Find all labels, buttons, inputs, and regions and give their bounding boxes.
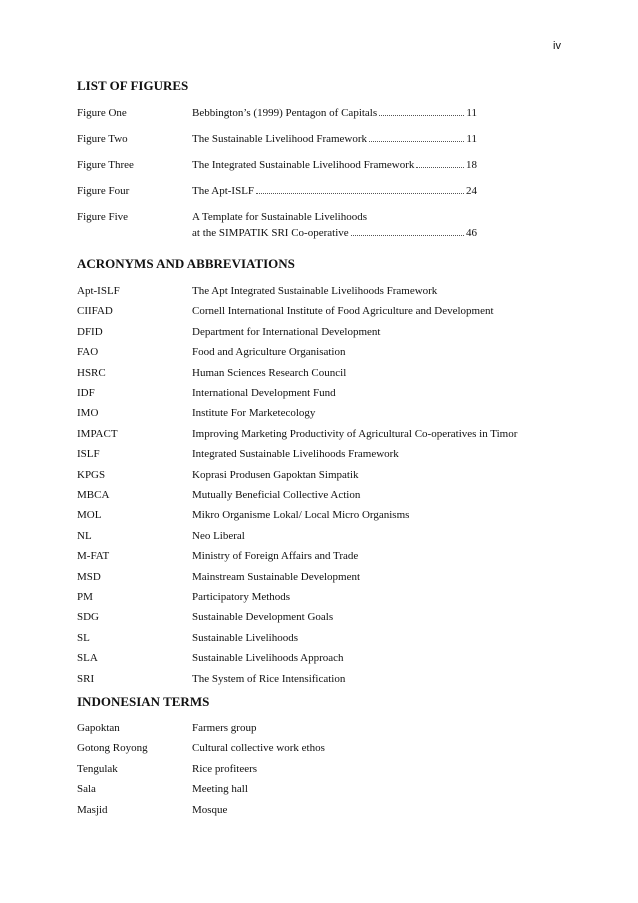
term: IMO [77, 407, 99, 420]
figure-toc-line [192, 106, 477, 120]
term: Gotong Royong [77, 742, 148, 755]
figure-title: Bebbington’s (1999) Pentagon of Capitals [192, 107, 378, 119]
dot-leader [416, 167, 464, 168]
figure-title-line1: A Template for Sustainable Livelihoods [192, 211, 367, 223]
figure-page: 11 [466, 107, 477, 119]
term: IDF [77, 387, 95, 399]
term: M-FAT [77, 550, 110, 563]
term-meaning: Koprasi Produsen Gapoktan Simpatik [192, 468, 359, 481]
term-meaning: Integrated Sustainable Livelihoods Framework [192, 448, 399, 461]
term: PM [77, 591, 93, 603]
term-meaning: The System of Rice Intensification [192, 672, 346, 685]
acronyms-heading: ACRONYMS AND ABBREVIATIONS [77, 256, 295, 271]
term: SLA [77, 652, 98, 665]
term-meaning: Human Sciences Research Council [192, 366, 347, 379]
term-meaning: Ministry of Foreign Affairs and Trade [192, 550, 359, 563]
term-meaning: Food and Agriculture Organisation [192, 346, 346, 359]
figure-toc-line [192, 132, 477, 146]
term: Gapoktan [77, 722, 120, 734]
term-meaning: Sustainable Development Goals [192, 611, 334, 624]
term-meaning: Institute For Marketecology [192, 407, 316, 420]
figure-toc-line [192, 226, 477, 240]
term: SRI [77, 672, 95, 685]
page-number: iv [553, 40, 561, 52]
dot-leader [351, 235, 464, 236]
term-meaning: Mosque [192, 803, 228, 816]
term-meaning: Cornell International Institute of Food Agriculture and Development [192, 305, 494, 318]
figure-title: The Integrated Sustainable Livelihood Framework [192, 159, 415, 171]
dot-leader [256, 193, 464, 194]
figure-page: 11 [466, 133, 477, 145]
term: ISLF [77, 448, 100, 461]
term: MBCA [77, 489, 110, 501]
term-meaning: Farmers group [192, 722, 257, 734]
figure-toc-line [192, 158, 477, 172]
term-meaning: The Apt Integrated Sustainable Livelihoods Framework [192, 285, 438, 297]
indonesian-heading: INDONESIAN TERMS [77, 694, 210, 709]
figure-title: The Apt-ISLF [192, 185, 255, 197]
term-meaning: Rice profiteers [192, 762, 258, 775]
dot-leader [369, 141, 464, 142]
term: Apt-ISLF [77, 285, 120, 297]
term: DFID [77, 325, 103, 338]
term-meaning: Mainstream Sustainable Development [192, 570, 361, 583]
term: KPGS [77, 468, 106, 481]
term: HSRC [77, 366, 106, 379]
figure-label: Figure Four [77, 185, 130, 197]
term-meaning: Meeting hall [192, 783, 248, 796]
term-meaning: Sustainable Livelihoods Approach [192, 652, 344, 665]
term-meaning: Participatory Methods [192, 591, 291, 603]
term: CIIFAD [77, 305, 113, 318]
figure-toc-line [192, 184, 477, 198]
figure-title: The Sustainable Livelihood Framework [192, 133, 368, 145]
term: MSD [77, 570, 101, 583]
term: Tengulak [77, 762, 118, 775]
term: Sala [77, 783, 96, 796]
term-meaning: Neo Liberal [192, 529, 245, 542]
term-meaning: Mikro Organisme Lokal/ Local Micro Organisms [192, 509, 410, 522]
figure-label: Figure Five [77, 211, 129, 223]
term: NL [77, 529, 92, 542]
figure-label: Figure One [77, 107, 127, 119]
term: IMPACT [77, 427, 118, 440]
dot-leader [379, 115, 464, 116]
term-meaning: Improving Marketing Productivity of Agricultural Co-operatives in Timor [192, 427, 518, 440]
term: FAO [77, 346, 99, 359]
term: SDG [77, 611, 100, 624]
figure-label: Figure Three [77, 159, 134, 171]
term: MOL [77, 509, 102, 522]
term: SL [77, 631, 90, 644]
figure-page: 24 [466, 185, 477, 197]
figure-label: Figure Two [77, 133, 128, 145]
figures-heading: LIST OF FIGURES [77, 78, 189, 93]
term: Masjid [77, 803, 108, 816]
term-meaning: Department for International Development [192, 325, 381, 338]
term-meaning: Mutually Beneficial Collective Action [192, 489, 361, 501]
figure-title: at the SIMPATIK SRI Co-operative [192, 227, 349, 239]
figure-page: 18 [466, 159, 477, 171]
term-meaning: Sustainable Livelihoods [192, 631, 299, 644]
term-meaning: Cultural collective work ethos [192, 742, 325, 755]
figure-page: 46 [466, 227, 477, 239]
term-meaning: International Development Fund [192, 387, 336, 399]
